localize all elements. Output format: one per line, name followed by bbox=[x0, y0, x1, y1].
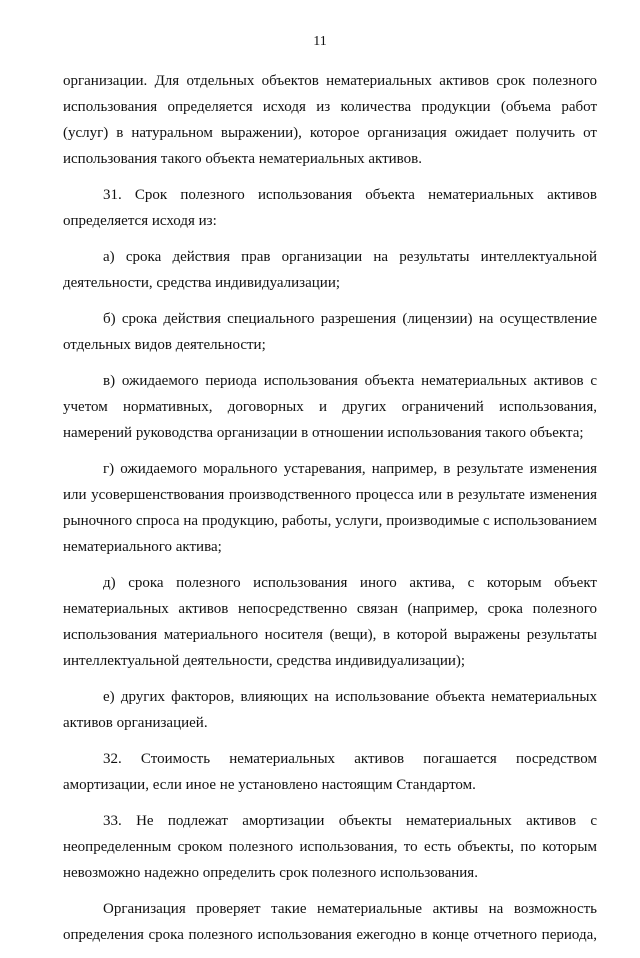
paragraph-31-d: д) срока полезного использования иного актива, с которым объект нематериальных активов непосредственно связан (например, срока полезного использования материального носителя (вещи), в которой выражены результаты интеллектуальной деятельности, средства индивидуализации); bbox=[63, 575, 597, 669]
paragraph-32: 32. Стоимость нематериальных активов погашается посредством амортизации, если иное не установлено настоящим Стандартом. bbox=[63, 751, 597, 793]
paragraph-31-e: е) других факторов, влияющих на использование объекта нематериальных активов организацией. bbox=[63, 689, 597, 731]
paragraph-31-v: в) ожидаемого периода использования объекта нематериальных активов с учетом нормативных, договорных и других ограничений использования, намерений руководства организации в отношении использования такого объекта; bbox=[63, 373, 597, 441]
paragraph-31-a: а) срока действия прав организации на результаты интеллектуальной деятельности, средства индивидуализации; bbox=[63, 249, 597, 291]
paragraph-31-b: б) срока действия специального разрешения (лицензии) на осуществление отдельных видов деятельности; bbox=[63, 311, 597, 353]
paragraph-31-g: г) ожидаемого морального устаревания, например, в результате изменения или усовершенствования производственного процесса или в результате изменения рыночного спроса на продукцию, работы, услуги, производимые с использованием нематериального актива; bbox=[63, 461, 597, 555]
page-number: 11 bbox=[313, 34, 327, 49]
paragraph-33: 33. Не подлежат амортизации объекты нематериальных активов с неопределенным сроком полезного использования, то есть объекты, по которым невозможно надежно определить срок полезного использования. bbox=[63, 813, 597, 881]
document-body bbox=[63, 68, 597, 958]
paragraph-33-continued: Организация проверяет такие нематериальные активы на возможность определения срока полезного использования ежегодно в конце отчетного периода, bbox=[63, 901, 597, 943]
paragraph-intro: организации. Для отдельных объектов нематериальных активов срок полезного использования определяется исходя из количества продукции (объема работ (услуг) в натуральном выражении), которое организация ожидает получить от использования такого объекта нематериальных активов. bbox=[63, 73, 597, 167]
paragraph-31: 31. Срок полезного использования объекта нематериальных активов определяется исходя из: bbox=[63, 187, 597, 229]
